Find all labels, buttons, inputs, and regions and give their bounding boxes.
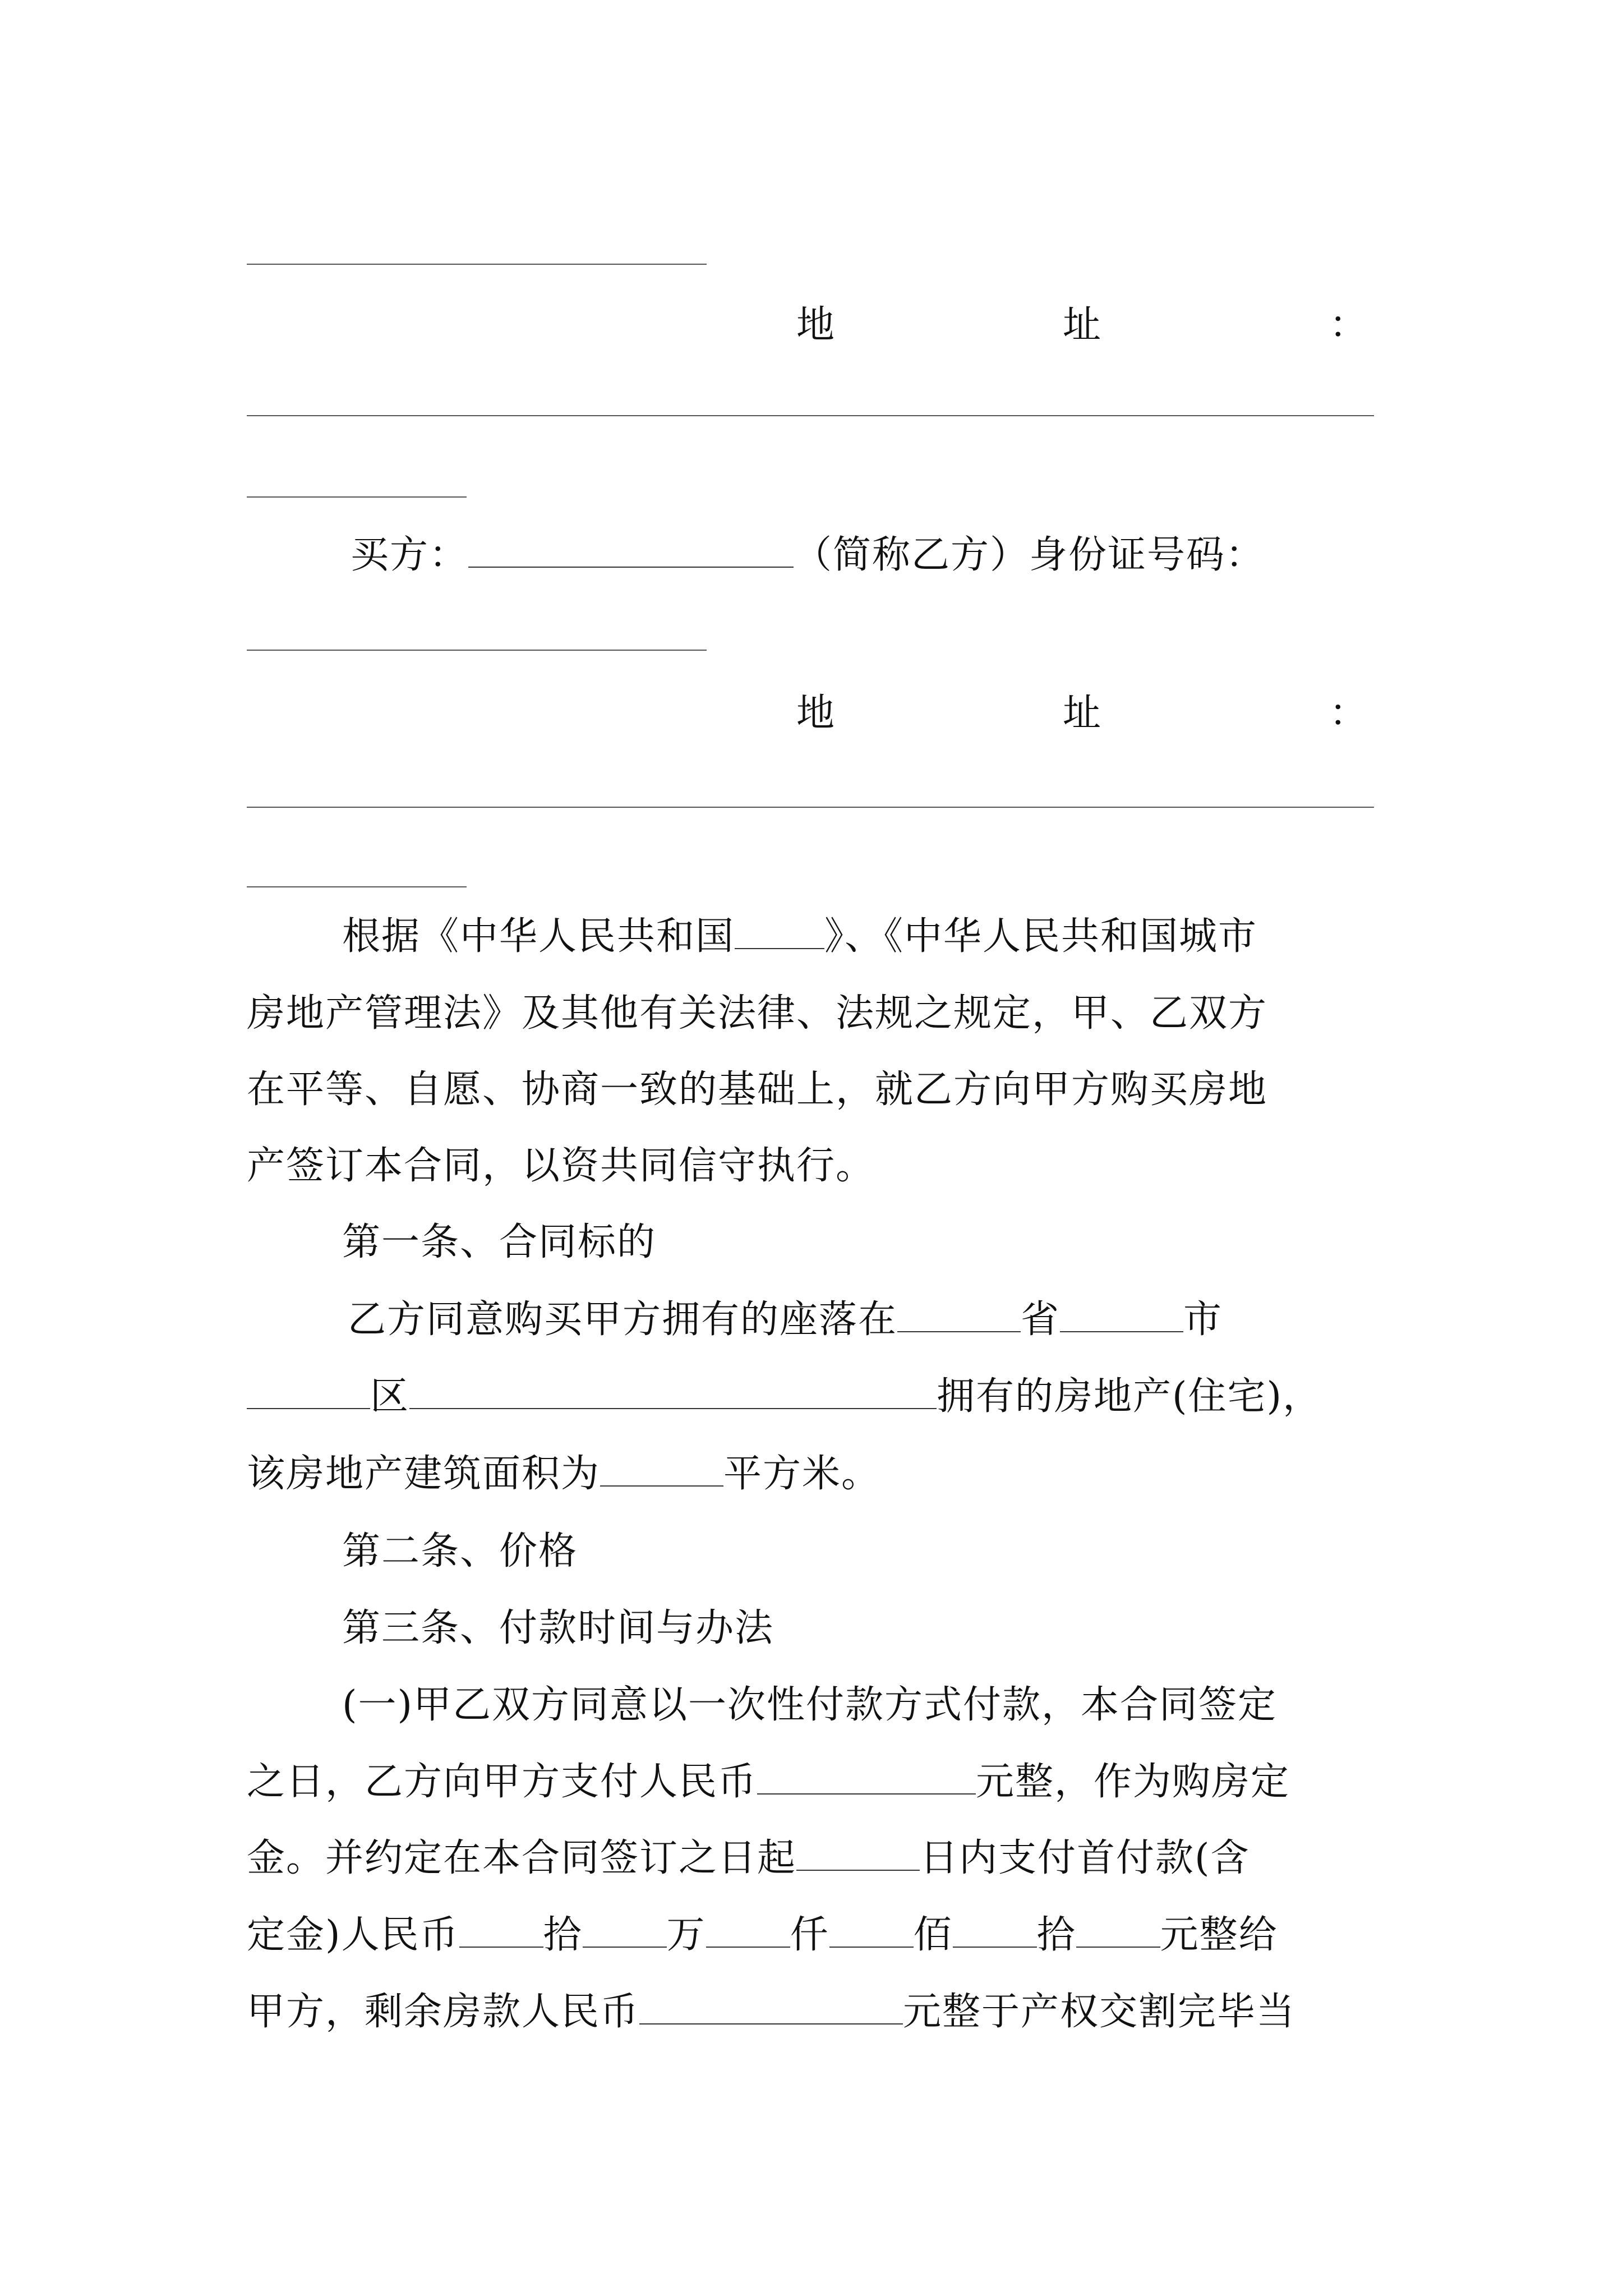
article1-text-district: 区 (370, 1374, 410, 1419)
location-blank[interactable] (409, 1372, 937, 1409)
buyer-address-blank-line-2[interactable] (247, 886, 467, 887)
city-blank[interactable] (1060, 1295, 1183, 1332)
article1-text-1a: 乙方同意购买甲方拥有的座落在 (348, 1297, 898, 1342)
article3-text-3b: 日内支付首付款(含 (920, 1836, 1250, 1880)
article3-line-5 (247, 1984, 1295, 2040)
article3-text-5a: 甲方，剩余房款人民币 (247, 1990, 640, 2034)
unit-bai: 佰 (913, 1913, 953, 1957)
province-blank[interactable] (897, 1295, 1021, 1332)
district-blank[interactable] (247, 1372, 370, 1409)
amount-10k-tens-blank[interactable] (459, 1911, 543, 1948)
buyer-short-name-and-id-label: （简称乙方）身份证号码： (794, 533, 1265, 577)
preamble-line-3: 在平等、自愿、协商一致的基础上，就乙方向甲方购买房地 (247, 1068, 1268, 1112)
seller-address-blank-line-1[interactable] (247, 415, 1374, 416)
unit-shi-1: 拾 (543, 1913, 583, 1957)
article3-text-2b: 元整，作为购房定 (976, 1760, 1290, 1804)
article3-line-1: (一)甲乙双方同意以一次性付款方式付款，本合同签定 (342, 1683, 1278, 1727)
seller-address-label (796, 297, 1368, 353)
amount-units-blank[interactable] (1076, 1911, 1160, 1948)
buyer-address-blank-line-1[interactable] (247, 807, 1374, 808)
seller-address-blank-line-2[interactable] (247, 496, 467, 498)
preamble-line-4: 产签订本合同，以资共同信守执行。 (247, 1144, 875, 1188)
buyer-address-colon: ： (1329, 691, 1368, 735)
article3-text-5b: 元整于产权交割完毕当 (903, 1990, 1296, 2034)
seller-id-blank-line[interactable] (247, 264, 707, 265)
article1-text-3a: 该房地产建筑面积为 (247, 1452, 601, 1496)
article3-line-4 (247, 1907, 1278, 1963)
buyer-address-char-2: 址 (1062, 691, 1102, 735)
remaining-amount-blank[interactable] (639, 1987, 903, 2024)
seller-address-char-2: 址 (1062, 303, 1102, 347)
unit-qian: 仟 (790, 1913, 829, 1957)
article1-text-city: 市 (1183, 1297, 1223, 1342)
preamble-text-1b: 》、《中华人民共和国城市 (824, 914, 1258, 959)
unit-wan: 万 (666, 1913, 706, 1957)
amount-10k-blank[interactable] (583, 1911, 667, 1948)
buyer-line (351, 527, 1265, 583)
article1-text-2b: 拥有的房地产(住宅)， (937, 1374, 1322, 1419)
preamble-line-2: 房地产管理法》及其他有关法律、法规之规定，甲、乙双方 (247, 991, 1268, 1036)
article1-text-3b: 平方米。 (723, 1452, 881, 1496)
law-name-blank[interactable] (735, 912, 824, 949)
article1-line-3 (247, 1446, 880, 1502)
amount-tens-blank[interactable] (953, 1911, 1037, 1948)
article3-text-4a: 定金)人民币 (247, 1913, 459, 1957)
unit-shi-2: 拾 (1036, 1913, 1076, 1957)
buyer-id-blank-line[interactable] (247, 650, 707, 651)
deposit-amount-blank[interactable] (757, 1757, 976, 1795)
preamble-line-1 (342, 909, 1257, 965)
buyer-address-char-1: 地 (796, 691, 836, 735)
buyer-label: 买方： (351, 533, 469, 577)
amount-thousands-blank[interactable] (706, 1911, 790, 1948)
article3-title: 第三条、付款时间与办法 (342, 1606, 774, 1650)
article3-text-4g: 元整给 (1160, 1913, 1278, 1957)
article1-title: 第一条、合同标的 (342, 1220, 657, 1264)
amount-hundreds-blank[interactable] (829, 1911, 914, 1948)
article1-line-1 (348, 1292, 1223, 1348)
buyer-name-blank[interactable] (468, 531, 794, 568)
days-blank[interactable] (796, 1834, 920, 1871)
area-blank[interactable] (600, 1450, 723, 1487)
article3-line-3 (247, 1830, 1250, 1887)
seller-address-colon: ： (1329, 303, 1368, 347)
seller-address-char-1: 地 (796, 303, 836, 347)
article3-text-2a: 之日，乙方向甲方支付人民币 (247, 1760, 758, 1804)
article2-title: 第二条、价格 (342, 1529, 578, 1573)
article1-line-2 (247, 1369, 1322, 1425)
article1-text-province: 省 (1021, 1297, 1061, 1342)
article3-line-2 (247, 1754, 1290, 1810)
buyer-address-label (796, 685, 1368, 742)
article3-text-3a: 金。并约定在本合同签订之日起 (247, 1836, 797, 1880)
preamble-text-1a: 根据《中华人民共和国 (342, 914, 735, 959)
